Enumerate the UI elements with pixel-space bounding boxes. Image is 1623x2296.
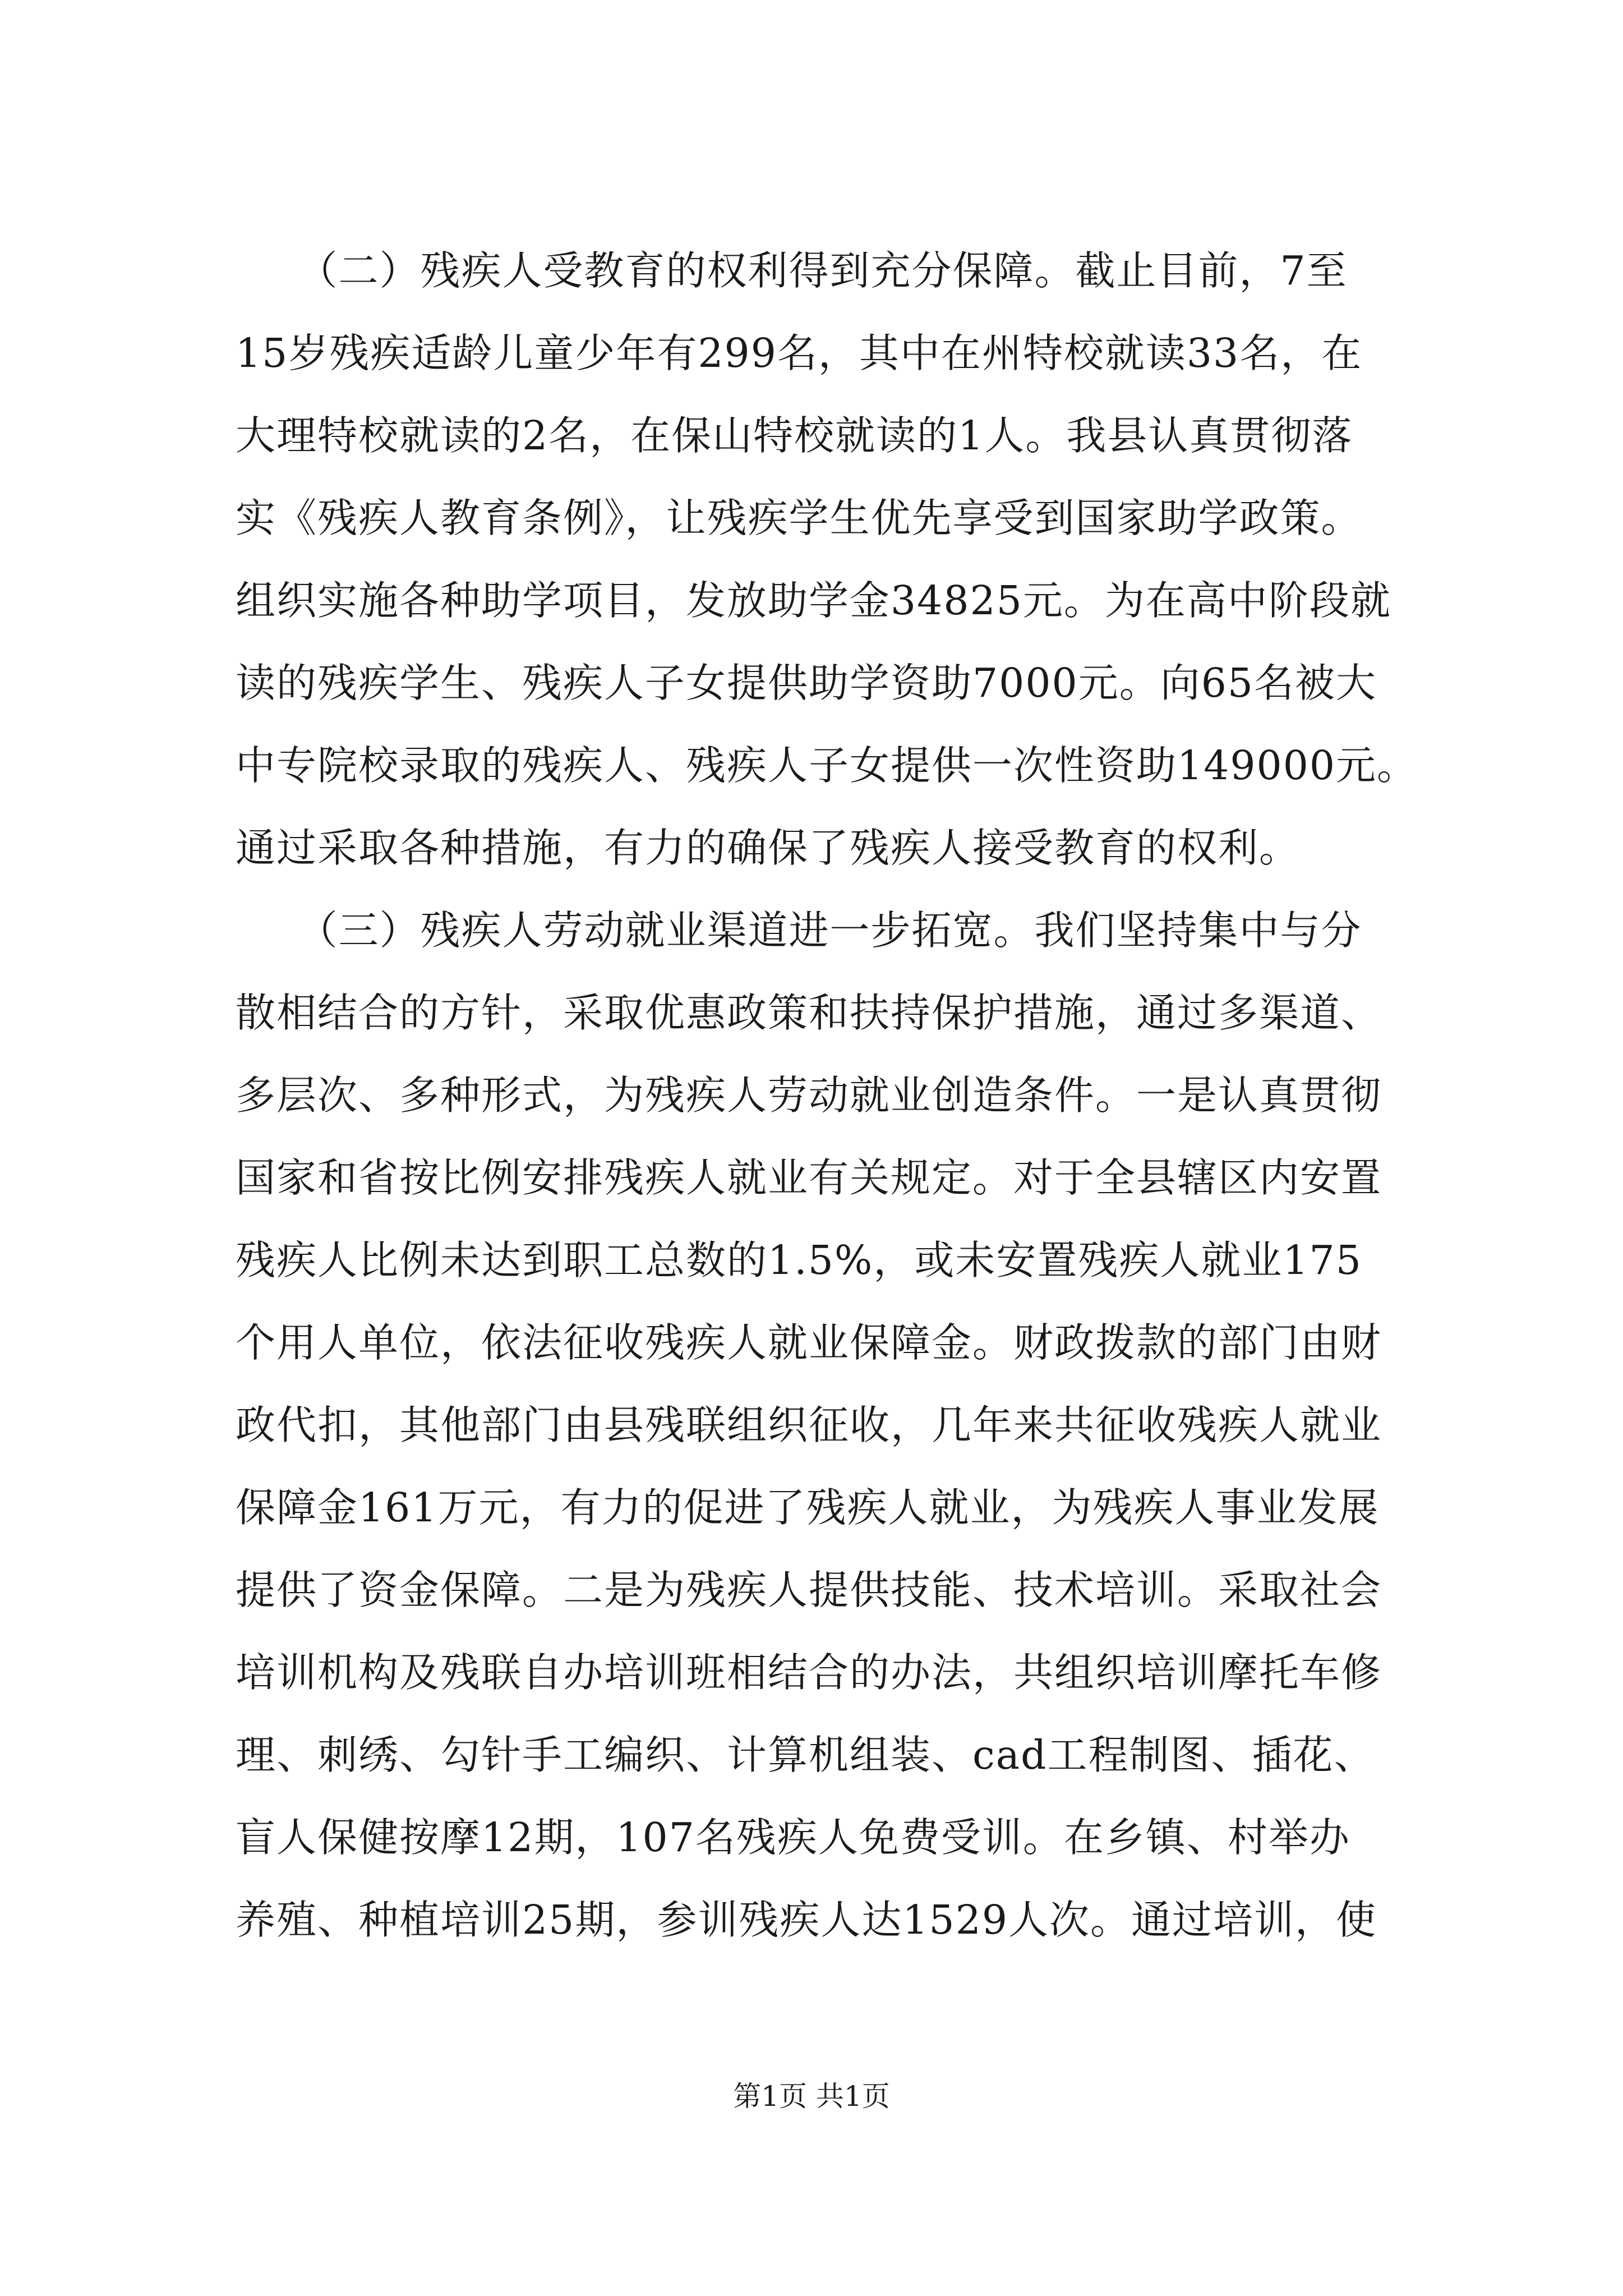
text-line: 多层次、多种形式，为残疾人劳动就业创造条件。一是认真贯彻 xyxy=(236,1072,1382,1119)
text-line: 残疾人比例未达到职工总数的1.5%，或未安置残疾人就业175 xyxy=(236,1237,1362,1283)
text-line: 理、刺绣、勾针手工编织、计算机组装、cad工程制图、插花、 xyxy=(236,1732,1375,1778)
page-footer: 第1页 共1页 xyxy=(733,2080,890,2113)
text-line: 个用人单位，依法征收残疾人就业保障金。财政拨款的部门由财 xyxy=(236,1319,1382,1366)
text-line: 养殖、种植培训25期，参训残疾人达1529人次。通过培训，使 xyxy=(236,1897,1377,1943)
text-line: 散相结合的方针，采取优惠政策和扶持保护措施，通过多渠道、 xyxy=(236,990,1382,1036)
text-line: 15岁残疾适龄儿童少年有299名，其中在州特校就读33名，在 xyxy=(236,330,1363,376)
text-line: 组织实施各种助学项目，发放助学金34825元。为在高中阶段就 xyxy=(236,577,1391,624)
text-line: 读的残疾学生、残疾人子女提供助学资助7000元。向65名被大 xyxy=(236,660,1377,706)
text-line: 中专院校录取的残疾人、残疾人子女提供一次性资助149000元。 xyxy=(236,742,1418,789)
text-line: 大理特校就读的2名，在保山特校就读的1人。我县认真贯彻落 xyxy=(236,412,1353,459)
text-line: （二）残疾人受教育的权利得到充分保障。截止目前，7至 xyxy=(236,247,1348,294)
text-line: 培训机构及残联自办培训班相结合的办法，共组织培训摩托车修 xyxy=(236,1649,1382,1696)
text-line: 政代扣，其他部门由县残联组织征收，几年来共征收残疾人就业 xyxy=(236,1402,1382,1448)
text-line: （三）残疾人劳动就业渠道进一步拓宽。我们坚持集中与分 xyxy=(236,907,1362,954)
text-line: 保障金161万元，有力的促进了残疾人就业，为残疾人事业发展 xyxy=(236,1484,1380,1531)
text-line: 通过采取各种措施，有力的确保了残疾人接受教育的权利。 xyxy=(236,825,1301,871)
text-line: 盲人保健按摩12期，107名残疾人免费受训。在乡镇、村举办 xyxy=(236,1814,1350,1861)
text-line: 国家和省按比例安排残疾人就业有关规定。对于全县辖区内安置 xyxy=(236,1154,1382,1201)
text-line: 实《残疾人教育条例》，让残疾学生优先享受到国家助学政策。 xyxy=(236,495,1362,541)
text-line: 提供了资金保障。二是为残疾人提供技能、技术培训。采取社会 xyxy=(236,1567,1382,1613)
